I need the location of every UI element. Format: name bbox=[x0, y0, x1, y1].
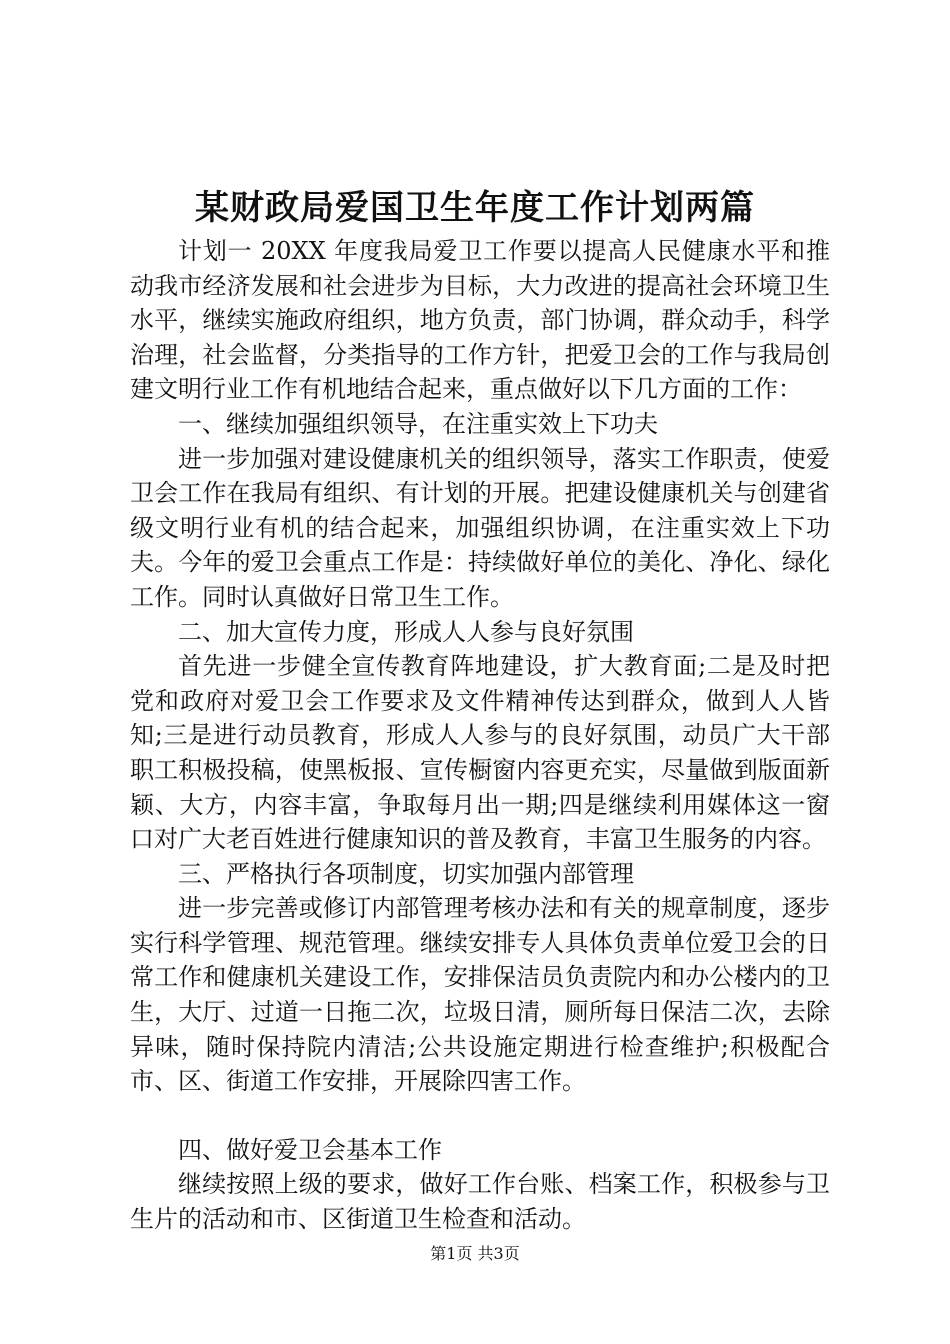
section-heading-4: 四、做好爱卫会基本工作 bbox=[178, 1135, 442, 1164]
document-body bbox=[130, 234, 830, 1237]
section-heading-2: 二、加大宣传力度，形成人人参与良好氛围 bbox=[178, 617, 634, 646]
paragraph-section-1: 进一步加强对建设健康机关的组织领导，落实工作职责，使爱卫会工作在我局有组织、有计划的开展。把建设健康机关与创建省级文明行业有机的结合起来，加强组织协调，在注重实效上下功夫。今年的爱卫会重点工作是：持续做好单位的美化、净化、绿化工作。同时认真做好日常卫生工作。 bbox=[130, 444, 830, 611]
paragraph-section-3: 进一步完善或修订内部管理考核办法和有关的规章制度，逐步实行科学管理、规范管理。继续安排专人具体负责单位爱卫会的日常工作和健康机关建设工作，安排保洁员负责院内和办公楼内的卫生，大厅、过道一日拖二次，垃圾日清，厕所每日保洁二次，去除异味，随时保持院内清洁;公共设施定期进行检查维护;积极配合市、区、街道工作安排，开展除四害工作。 bbox=[130, 894, 830, 1096]
page-number-footer: 第1页 共3页 bbox=[430, 1244, 520, 1263]
paragraph-section-4: 继续按照上级的要求，做好工作台账、档案工作，积极参与卫生片的活动和市、区街道卫生检查和活动。 bbox=[130, 1170, 830, 1234]
section-heading-1: 一、继续加强组织领导，在注重实效上下功夫 bbox=[178, 409, 658, 438]
paragraph-section-2: 首先进一步健全宣传教育阵地建设，扩大教育面;二是及时把党和政府对爱卫会工作要求及文件精神传达到群众，做到人人皆知;三是进行动员教育，形成人人参与的良好氛围，动员广大干部职工积极投稿，使黑板报、宣传橱窗内容更充实，尽量做到版面新颖、大方，内容丰富，争取每月出一期;四是继续利用媒体这一窗口对广大老百姓进行健康知识的普及教育，丰富卫生服务的内容。 bbox=[130, 652, 830, 854]
document-title: 某财政局爱国卫生年度工作计划两篇 bbox=[195, 188, 755, 228]
section-heading-3: 三、严格执行各项制度，切实加强内部管理 bbox=[178, 859, 634, 888]
paragraph-intro: 计划一 20XX 年度我局爱卫工作要以提高人民健康水平和推动我市经济发展和社会进步为目标，大力改进的提高社会环境卫生水平，继续实施政府组织，地方负责，部门协调，群众动手，科学治理，社会监督，分类指导的工作方针，把爱卫会的工作与我局创建文明行业工作有机地结合起来，重点做好以下几方面的工作： bbox=[130, 237, 830, 404]
